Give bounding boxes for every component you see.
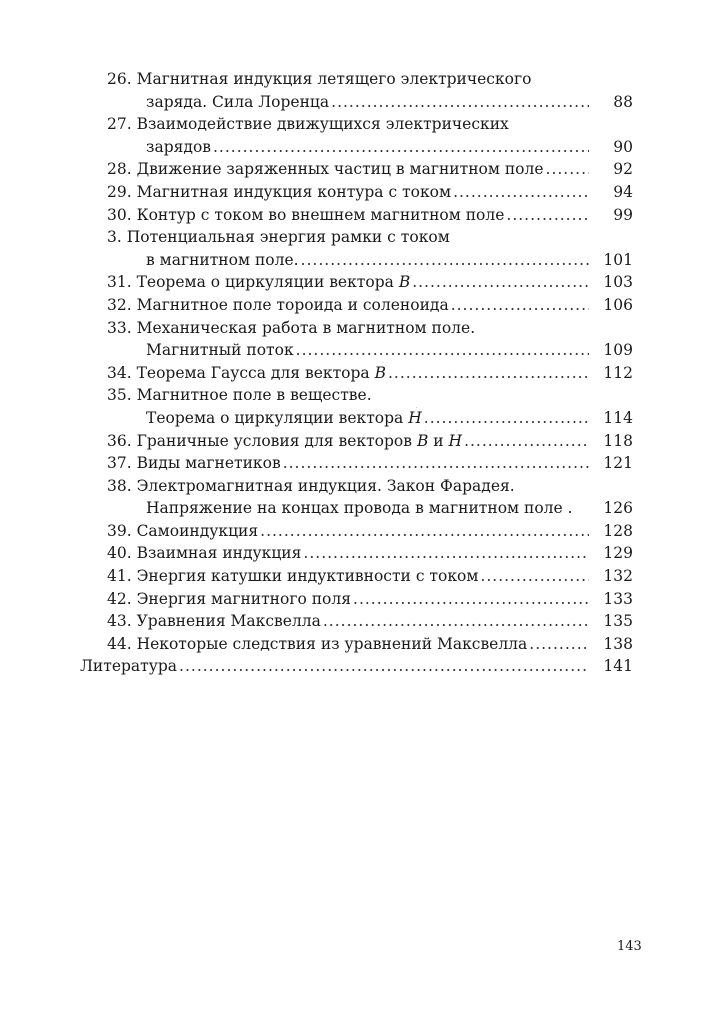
toc-entry-literature-page: 141	[603, 657, 633, 676]
toc-entry-38-page: 126	[603, 499, 633, 518]
toc-entry-35-second: Теорема о циркуляции вектора	[146, 408, 404, 427]
toc-entry-30-page: 99	[613, 205, 633, 224]
dot-leader	[480, 565, 589, 588]
toc-entry-43	[80, 610, 633, 633]
dot-leader	[451, 294, 589, 317]
toc-entry-40	[80, 542, 633, 565]
toc-entry-29	[80, 181, 633, 204]
toc-entry-43-title: 43. Уравнения Максвелла	[107, 612, 321, 631]
dot-leader	[453, 181, 589, 204]
vector-h-symbol: → H	[408, 407, 422, 430]
toc-entry-42-title: 42. Энергия магнитного поля	[107, 589, 352, 608]
dot-leader	[331, 91, 589, 114]
vector-b-symbol: → B	[399, 271, 410, 294]
toc-entry-34-page: 112	[603, 363, 633, 382]
toc-entry-37-title: 37. Виды магнетиков	[107, 454, 281, 473]
toc-entry-31-title: 31. Теорема о циркуляции вектора	[107, 273, 394, 292]
toc-entry-27	[80, 136, 633, 159]
dot-leader	[301, 249, 589, 272]
toc-entry-38-second: Напряжение на концах провода в магнитном поле .	[146, 499, 573, 518]
toc-entry-37	[80, 452, 633, 475]
toc-entry-44	[80, 633, 633, 656]
toc-entry-35-title	[80, 384, 633, 407]
toc-entry-33	[80, 339, 633, 362]
toc-entry-26-first: 26. Магнитная индукция летящего электрического	[107, 70, 532, 88]
dot-leader	[506, 204, 589, 227]
toc-entry-32-page: 106	[603, 295, 633, 314]
page-number: 143	[617, 939, 642, 954]
toc-entry-33-page: 109	[603, 341, 633, 360]
toc-entry-39-title: 39. Самоиндукция	[107, 521, 259, 540]
toc-entry-41	[80, 565, 633, 588]
toc-entry-44-page: 138	[603, 634, 633, 653]
toc-entry-32	[80, 294, 633, 317]
toc-entry-32-title: 32. Магнитное поле тороида и соленоида	[107, 295, 449, 314]
toc-entry-41-title: 41. Энергия катушки индуктивности с током	[107, 567, 479, 586]
toc-entry-33-first: 33. Механическая работа в магнитном поле.	[107, 318, 476, 337]
toc-entry-40-page: 129	[603, 544, 633, 563]
toc-entry-39-page: 128	[603, 521, 633, 540]
toc-entry-27-second: зарядов	[146, 137, 211, 156]
toc-entry-36-and: и	[433, 431, 444, 450]
toc-entry-3-page: 101	[603, 250, 633, 269]
dot-leader	[283, 452, 589, 475]
toc-entry-26-page: 88	[613, 92, 633, 111]
toc-entry-35	[80, 407, 633, 430]
dot-leader	[388, 362, 589, 385]
dot-leader	[296, 339, 589, 362]
toc-entry-31	[80, 271, 633, 294]
toc-entry-35-page: 114	[603, 408, 633, 427]
toc-entry-36-title: 36. Граничные условия для векторов	[107, 431, 412, 450]
toc-entry-34	[80, 362, 633, 385]
vector-h-symbol: → H	[449, 430, 463, 453]
toc-entry-literature-title: Литература	[80, 657, 178, 676]
toc-entry-30	[80, 204, 633, 227]
toc-entry-41-page: 132	[603, 567, 633, 586]
toc-entry-33-second: Магнитный поток	[146, 341, 294, 360]
toc-entry-3	[80, 249, 633, 272]
toc-entry-29-page: 94	[613, 182, 633, 201]
toc-entry-40-title: 40. Взаимная индукция	[107, 544, 302, 563]
toc-entry-38-first: 38. Электромагнитная индукция. Закон Фарадея.	[107, 476, 515, 495]
toc-entry-28-title: 28. Движение заряженных частиц в магнитном поле	[107, 160, 544, 179]
toc-entry-31-page: 103	[603, 273, 633, 292]
toc-entry-34-title: 34. Теорема Гаусса для вектора	[107, 363, 370, 382]
toc-entry-27-first: 27. Взаимодействие движущихся электрических	[107, 115, 509, 134]
toc-entry-44-title: 44. Некоторые следствия из уравнений Максвелла	[107, 634, 528, 653]
toc-entry-42	[80, 588, 633, 611]
toc-entry-26-second: заряда. Сила Лоренца	[146, 92, 330, 111]
toc-entry-38	[80, 497, 633, 520]
toc-entry-literature	[80, 655, 633, 678]
dot-leader	[424, 407, 589, 430]
dot-leader	[260, 520, 589, 543]
toc-entry-39	[80, 520, 633, 543]
dot-leader	[353, 588, 589, 611]
toc-entry-36-page: 118	[603, 431, 633, 450]
dot-leader	[529, 633, 589, 656]
toc-entry-35-first: 35. Магнитное поле в веществе.	[107, 386, 372, 405]
toc-entry-3-first: 3. Потенциальная энергия рамки с током	[107, 228, 450, 247]
toc-entry-29-title: 29. Магнитная индукция контура с током	[107, 182, 452, 201]
toc-entry-27-page: 90	[613, 137, 633, 156]
toc-entry-30-title: 30. Контур с током во внешнем магнитном поле	[107, 205, 505, 224]
toc-entry-28	[80, 158, 633, 181]
dot-leader	[213, 136, 589, 159]
toc-entry-38-title	[80, 475, 633, 498]
toc-entry-3-title	[80, 226, 633, 249]
vector-b-symbol: → B	[417, 430, 428, 453]
toc-entry-42-page: 133	[603, 589, 633, 608]
vector-b-symbol: → B	[375, 362, 386, 385]
dot-leader	[323, 610, 589, 633]
dot-leader	[546, 158, 589, 181]
toc-entry-26	[80, 91, 633, 114]
toc-entry-28-page: 92	[613, 160, 633, 179]
dot-leader	[412, 271, 589, 294]
toc-entry-33-title	[80, 317, 633, 340]
toc-entry-43-page: 135	[603, 612, 633, 631]
dot-leader	[464, 430, 589, 453]
toc-entry-3-second: в магнитном поле.	[146, 250, 299, 269]
table-of-contents	[80, 68, 633, 678]
dot-leader	[179, 655, 589, 678]
dot-leader	[303, 542, 589, 565]
toc-entry-27-title	[80, 113, 633, 136]
toc-entry-36	[80, 430, 633, 453]
toc-entry-37-page: 121	[603, 454, 633, 473]
toc-entry-26-title	[80, 68, 633, 91]
